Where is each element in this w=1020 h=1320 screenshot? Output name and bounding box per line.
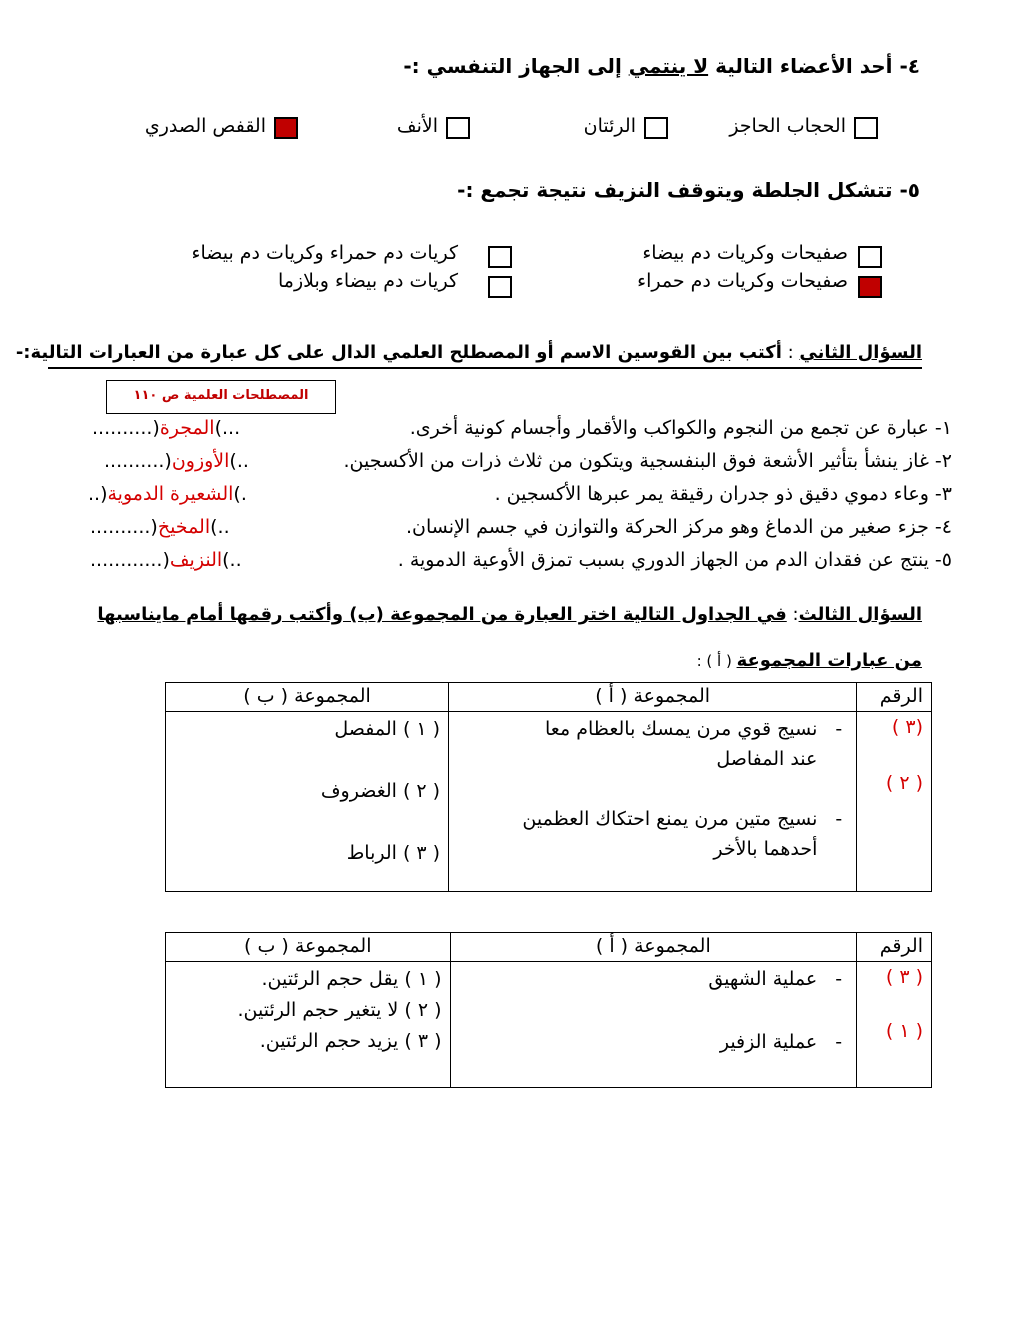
answer-1-text: المجرة bbox=[159, 417, 215, 439]
match-table-2 bbox=[165, 932, 932, 1088]
answer-3 bbox=[88, 483, 247, 505]
q4-title-part1: ٤- أحد الأعضاء التالية bbox=[708, 54, 920, 78]
table2-a-item-2: - عملية الزفير bbox=[459, 1027, 843, 1057]
section2-label: السؤال الثاني bbox=[799, 342, 922, 363]
statement-1: ١- عبارة عن تجمع من النجوم والكواكب والأقمار وأجسام كونية أخرى. bbox=[409, 417, 952, 439]
section3-subtitle bbox=[697, 650, 922, 671]
answer-5 bbox=[90, 549, 242, 571]
q4-option-3-label: الأنف bbox=[396, 115, 438, 137]
statement-2: ٢- غاز ينشأ بتأثير الأشعة فوق البنفسجية ويتكون من ثلاث ذرات من الأكسجين. bbox=[343, 450, 952, 472]
q5-option-1-label: صفيحات وكريات دم بيضاء bbox=[642, 242, 848, 264]
section3-heading bbox=[97, 604, 922, 625]
answer-1-close: ..........) bbox=[92, 417, 160, 439]
table1-a-item-1-text: نسيج قوي مرن يمسك بالعظام معا عند المفاصل bbox=[545, 718, 818, 770]
table1-num-2[interactable]: ( ٢ ) bbox=[885, 772, 923, 794]
q4-option-2-checkbox[interactable] bbox=[644, 117, 668, 139]
q4-option-1-label: الحجاب الحاجز bbox=[729, 115, 846, 137]
answer-3-text: الشعيرة الدموية bbox=[107, 483, 234, 505]
answer-1 bbox=[92, 417, 240, 439]
q4-title-underlined: لا ينتمي bbox=[628, 54, 709, 78]
q4-option-3-checkbox[interactable] bbox=[446, 117, 470, 139]
section2-heading bbox=[15, 342, 922, 369]
table1-b-item-2: ( ٢ ) الغضروف bbox=[320, 780, 441, 802]
section3-instructions: في الجداول التالية اختر العبارة من المجموعة (ب) وأكتب رقمها أمام مايناسبها bbox=[97, 604, 787, 625]
table1-header-b: المجموعة ( ب ) bbox=[166, 683, 449, 712]
statement-3: ٣- وعاء دموي دقيق ذو جدران رقيقة يمر عبرها الأكسجين . bbox=[494, 483, 952, 505]
statement-4: ٤- جزء صغير من الدماغ وهو مركز الحركة والتوازن في جسم الإنسان. bbox=[405, 516, 952, 538]
table2-num-2[interactable]: ( ١ ) bbox=[885, 1020, 923, 1042]
table2-header-b: المجموعة ( ب ) bbox=[166, 933, 451, 962]
statement-5: ٥- ينتج عن فقدان الدم من الجهاز الدوري بسبب تمزق الأوعية الدموية . bbox=[397, 549, 952, 571]
table1-b-item-3: ( ٣ ) الرباط bbox=[346, 842, 441, 864]
table1-a-item-1: - نسيج قوي مرن يمسك بالعظام معا عند المفاصل bbox=[512, 714, 842, 774]
section3-subtitle-tail: ( أ ) : bbox=[696, 652, 737, 670]
q4-option-4-label: القفص الصدري bbox=[144, 115, 266, 137]
section3-subtitle-main: من عبارات المجموعة bbox=[736, 650, 922, 671]
answer-5-open: (.. bbox=[222, 549, 242, 571]
answer-2 bbox=[104, 450, 249, 472]
section3-colon: : bbox=[786, 604, 799, 625]
answer-1-open: (... bbox=[214, 417, 241, 439]
q5-option-4-label: كريات دم بيضاء وبلازما bbox=[278, 270, 458, 292]
table2-a-item-1-text: عملية الشهيق bbox=[708, 968, 818, 990]
section2-note-box: المصطلحات العلمية ص ١١٠ bbox=[106, 380, 336, 414]
q5-option-3-label: صفيحات وكريات دم حمراء bbox=[637, 270, 848, 292]
table1-num-1[interactable]: (٣ ) bbox=[891, 716, 923, 738]
answer-3-close: ..) bbox=[88, 483, 108, 505]
table2-header-row bbox=[166, 933, 932, 962]
table2-body-row bbox=[166, 962, 932, 1088]
table2-b-item-3: ( ٣ ) يزيد حجم الرئتين. bbox=[259, 1030, 442, 1052]
table1-header-num: الرقم bbox=[857, 683, 932, 712]
q5-option-1-checkbox[interactable] bbox=[858, 246, 882, 268]
table1-num-cell bbox=[857, 712, 932, 892]
q4-title bbox=[403, 54, 920, 78]
answer-2-close: ..........) bbox=[104, 450, 172, 472]
table2-num-1[interactable]: ( ٣ ) bbox=[885, 966, 923, 988]
table1-body-row bbox=[166, 712, 932, 892]
table1-b-item-1: ( ١ ) المفصل bbox=[334, 718, 441, 740]
q5-option-2-label: كريات دم حمراء وكريات دم بيضاء bbox=[191, 242, 458, 264]
section2-instructions: أكتب بين القوسين الاسم أو المصطلح العلمي الدال على كل عبارة من العبارات التالية:- bbox=[15, 342, 782, 363]
table2-header-num: الرقم bbox=[857, 933, 932, 962]
answer-2-open: (.. bbox=[229, 450, 249, 472]
table1-a-item-2-text: نسيج متين مرن يمنع احتكاك العظمين أحدهما بالأخر bbox=[522, 808, 818, 860]
q5-option-2-checkbox[interactable] bbox=[488, 246, 512, 268]
answer-3-open: (. bbox=[233, 483, 247, 505]
q4-title-part2: إلى الجهاز التنفسي :- bbox=[403, 54, 629, 78]
answer-4 bbox=[90, 516, 230, 538]
match-table-1 bbox=[165, 682, 932, 892]
q5-option-3-checkbox[interactable] bbox=[858, 276, 882, 298]
answer-4-text: المخيخ bbox=[157, 516, 211, 538]
table2-num-cell bbox=[857, 962, 932, 1088]
table2-b-item-1: ( ١ ) يقل حجم الرئتين. bbox=[261, 968, 442, 990]
q5-option-4-checkbox[interactable] bbox=[488, 276, 512, 298]
table1-header-a: المجموعة ( أ ) bbox=[449, 683, 857, 712]
table1-header-row bbox=[166, 683, 932, 712]
table2-a-cell bbox=[450, 962, 857, 1088]
q4-option-1-checkbox[interactable] bbox=[854, 117, 878, 139]
q4-option-4-checkbox[interactable] bbox=[274, 117, 298, 139]
table2-a-item-2-text: عملية الزفير bbox=[719, 1031, 818, 1053]
answer-4-close: ..........) bbox=[90, 516, 158, 538]
q4-option-2-label: الرئتان bbox=[583, 115, 636, 137]
answer-5-text: النزيف bbox=[169, 549, 223, 571]
q5-title: ٥- تتشكل الجلطة ويتوقف النزيف نتيجة تجمع :- bbox=[457, 178, 920, 202]
table2-b-cell bbox=[166, 962, 451, 1088]
answer-2-text: الأوزون bbox=[171, 450, 230, 472]
section3-label: السؤال الثالث bbox=[798, 604, 922, 625]
table1-b-cell bbox=[166, 712, 449, 892]
answer-5-close: ............) bbox=[90, 549, 170, 571]
table2-header-a: المجموعة ( أ ) bbox=[450, 933, 857, 962]
table2-a-item-1: - عملية الشهيق bbox=[459, 964, 843, 994]
section2-colon: : bbox=[781, 342, 800, 363]
answer-4-open: (.. bbox=[210, 516, 230, 538]
table2-b-item-2: ( ٢ ) لا يتغير حجم الرئتين. bbox=[237, 999, 442, 1021]
table1-a-item-2: - نسيج متين مرن يمنع احتكاك العظمين أحدهما بالأخر bbox=[512, 804, 842, 864]
table1-a-cell bbox=[449, 712, 857, 892]
